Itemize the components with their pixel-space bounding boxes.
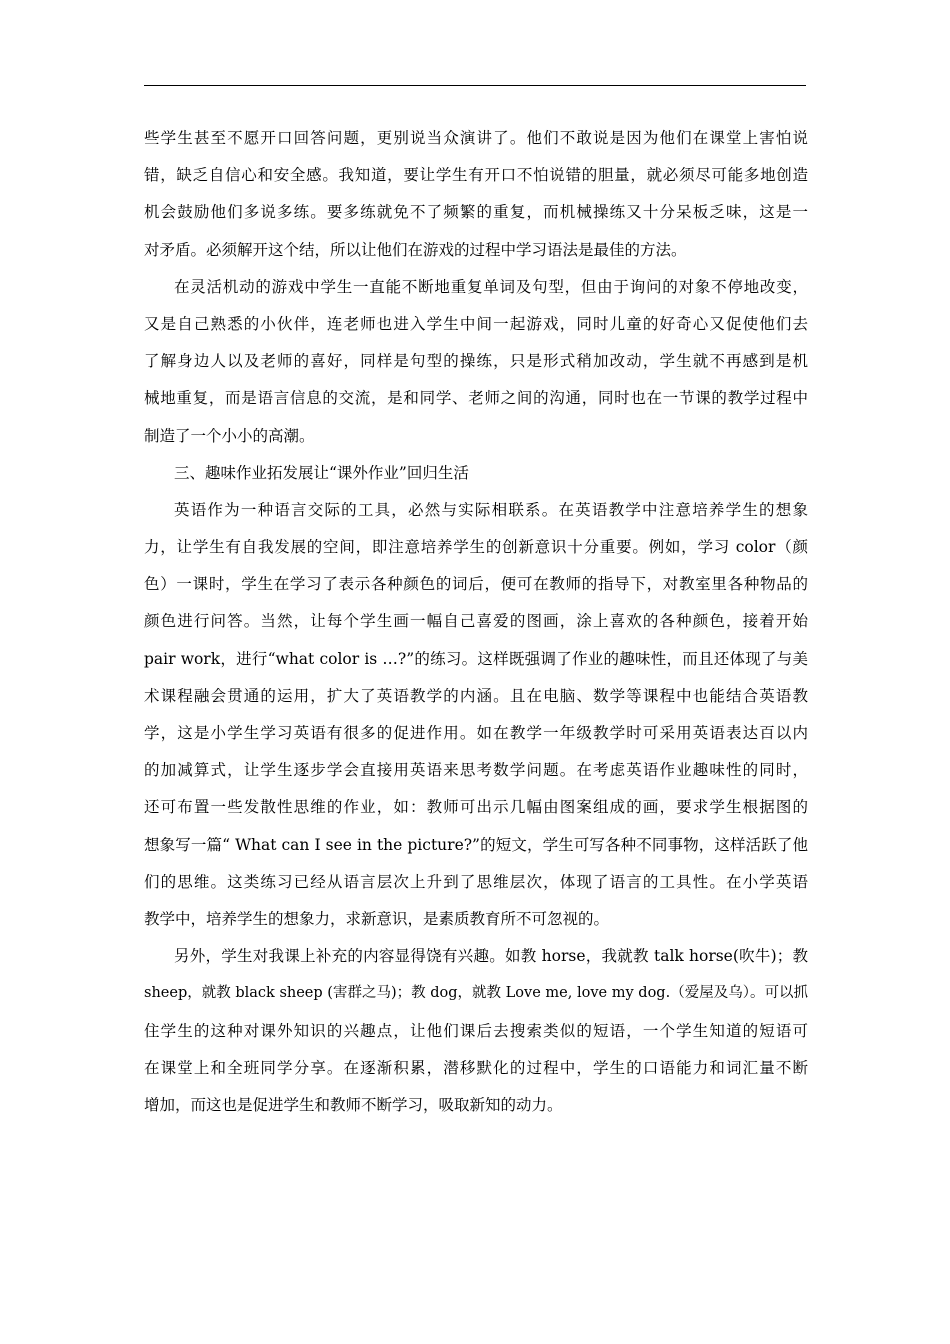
text-line: 些学生甚至不愿开口回答问题，更别说当众演讲了。他们不敢说是因为他们在课堂上害怕说 xyxy=(144,129,808,147)
text-line: 在灵活机动的游戏中学生一直能不断地重复单词及句型，但由于询问的对象不停地改变， xyxy=(174,277,808,296)
text-line: 三、趣味作业拓发展让“课外作业”回归生活 xyxy=(174,463,469,482)
paragraph xyxy=(144,492,808,938)
text-line: 想象写一篇“ What can I see in the picture?”的短文，学生可写各种不同事物，这样活跃了他 xyxy=(144,835,808,854)
paragraph xyxy=(144,938,808,1124)
text-line: 机会鼓励他们多说多练。要多练就免不了频繁的重复，而机械操练又十分呆板乏味，这是一 xyxy=(144,203,808,222)
text-line: 另外，学生对我课上补充的内容显得饶有兴趣。如教 horse，我就教 talk horse(吹牛)；教 xyxy=(174,947,808,966)
text-line: 对矛盾。必须解开这个结，所以让他们在游戏的过程中学习语法是最佳的方法。 xyxy=(144,240,687,259)
header-rule xyxy=(144,85,806,86)
text-line: pair work，进行“what color is …?”的练习。这样既强调了作业的趣味性，而且还体现了与美 xyxy=(144,649,808,668)
text-line: 英语作为一种语言交际的工具，必然与实际相联系。在英语教学中注意培养学生的想象 xyxy=(174,500,808,519)
text-line: 制造了一个小小的高潮。 xyxy=(144,426,315,445)
paragraph xyxy=(144,269,808,455)
text-line: 教学中，培养学生的想象力，求新意识，是素质教育所不可忽视的。 xyxy=(144,909,610,928)
text-line: 在课堂上和全班同学分享。在逐渐积累，潜移默化的过程中，学生的口语能力和词汇量不断 xyxy=(144,1058,808,1077)
text-line: 械地重复，而是语言信息的交流，是和同学、老师之间的沟通，同时也在一节课的教学过程中 xyxy=(144,389,808,408)
text-line: 了解身边人以及老师的喜好，同样是句型的操练，只是形式稍加改动，学生就不再感到是机 xyxy=(144,352,808,371)
text-line: 住学生的这种对课外知识的兴趣点，让他们课后去搜索类似的短语，一个学生知道的短语可 xyxy=(144,1021,808,1040)
section-heading xyxy=(144,455,808,492)
text-line: 色）一课时，学生在学习了表示各种颜色的词后，便可在教师的指导下，对教室里各种物品的 xyxy=(144,575,808,594)
text-line: 又是自己熟悉的小伙伴，连老师也进入学生中间一起游戏，同时儿童的好奇心又促使他们去 xyxy=(144,314,808,333)
text-line: 学，这是小学生学习英语有很多的促进作用。如在教学一年级教学时可采用英语表达百以内 xyxy=(144,724,808,742)
text-line: 力，让学生有自我发展的空间，即注意培养学生的创新意识十分重要。例如，学习 color（颜 xyxy=(144,538,808,557)
text-line: sheep，就教 black sheep (害群之马)；教 dog，就教 Love me, love my dog.（爱屋及乌）。可以抓 xyxy=(144,985,808,1002)
text-line: 还可布置一些发散性思维的作业，如：教师可出示几幅由图案组成的画，要求学生根据图的 xyxy=(144,798,808,817)
text-line: 们的思维。这类练习已经从语言层次上升到了思维层次，体现了语言的工具性。在小学英语 xyxy=(144,872,808,891)
text-line: 的加减算式，让学生逐步学会直接用英语来思考数学问题。在考虑英语作业趣味性的同时， xyxy=(144,761,808,780)
text-line: 错，缺乏自信心和安全感。我知道，要让学生有开口不怕说错的胆量，就必须尽可能多地创造 xyxy=(144,166,808,185)
text-line: 术课程融会贯通的运用，扩大了英语教学的内涵。且在电脑、数学等课程中也能结合英语教 xyxy=(144,686,808,705)
paragraph xyxy=(144,120,808,269)
document-body xyxy=(144,120,808,1124)
text-line: 增加，而这也是促进学生和教师不断学习，吸取新知的动力。 xyxy=(144,1095,563,1114)
text-line: 颜色进行问答。当然，让每个学生画一幅自己喜爱的图画，涂上喜欢的各种颜色，接着开始 xyxy=(144,612,808,631)
